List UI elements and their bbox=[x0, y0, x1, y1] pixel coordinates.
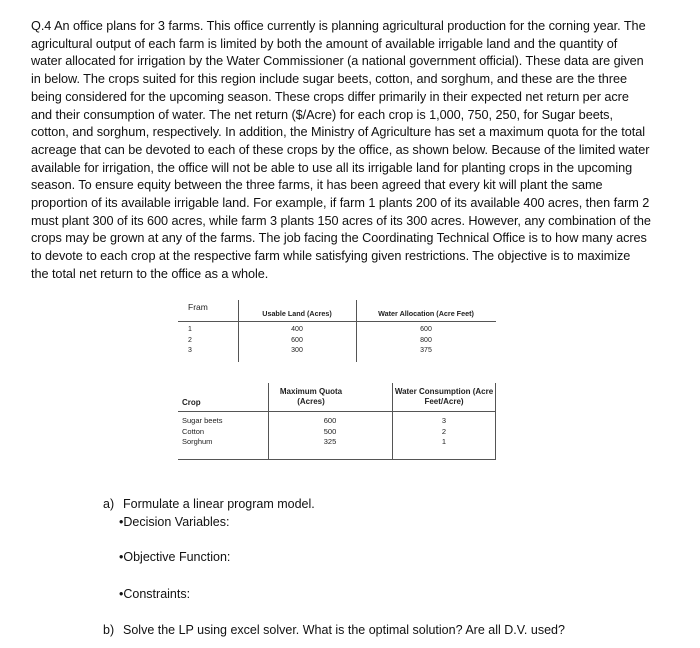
question-text: Q.4 An office plans for 3 farms. This office currently is planning agricultural production for the corning year. The agricultural output of each farm is limited by both the amount of available irrigable land and the quantity of water allocated for irrigation by the Water Commissioner (a national government official). These data are given in below. The crops suited for this region include sugar beets, cotton, and sorghum, and these are the three being considered for the upcoming season. These crops differ primarily in their expected net return per acre and their consumption of water. The net return ($/Acre) for each crop is 1,000, 750, 250, for Sugar beets, cotton, and sorghum, respectively. In addition, the Ministry of Agriculture has set a maximum quota for the total acreage that can be devoted to each of these crops by the office, as shown below. Because of the limited water available for irrigation, the office will not be able to use all its irrigable land for planting crops in the upcoming season. To ensure equity between the three farms, it has been agreed that every kit will plant the same proportion of its available irrigable land. For example, if farm 1 plants 200 of its available 400 acres, then farm 2 must plant 300 of its 600 acres, while farm 3 plants 150 acres of its 300 acres. However, any combination of the crops may be grown at any of the farms. The job facing the Coordinating Technical Office is to how many acres to devote to each crop at the respective farm while satisfying given restrictions. The objective is to maximize the total net return to the office as a whole. bbox=[31, 19, 651, 281]
water-allocation-cell: 800 bbox=[420, 336, 432, 344]
water-consumption-cell: 3 bbox=[441, 416, 447, 425]
part-b-label: b) bbox=[103, 623, 115, 637]
quota-cell: 500 bbox=[323, 426, 337, 436]
usable-land-cell: 400 bbox=[291, 326, 303, 333]
farm-cell: 3 bbox=[188, 347, 192, 354]
header-divider bbox=[178, 411, 496, 412]
crop-header: Crop bbox=[182, 398, 201, 407]
quota-cell: 325 bbox=[323, 437, 337, 446]
crop-cell: Sorghum bbox=[182, 437, 213, 446]
table-bottom-border bbox=[178, 459, 496, 460]
part-b-text: Solve the LP using excel solver. What is the optimal solution? Are all D.V. used? bbox=[123, 623, 565, 637]
farm-cell: 1 bbox=[188, 326, 192, 333]
water-consumption-cell: 1 bbox=[441, 437, 447, 446]
crop-cell: Cotton bbox=[182, 426, 205, 436]
decision-variables-label: •Decision Variables: bbox=[119, 515, 230, 529]
maximum-quota-header: Maximum Quota (Acres) bbox=[279, 387, 343, 406]
farm-cell: 2 bbox=[188, 336, 192, 344]
quota-cell: 600 bbox=[323, 416, 337, 425]
farm-table bbox=[178, 300, 496, 362]
usable-land-cell: 600 bbox=[291, 336, 303, 344]
usable-land-cell: 300 bbox=[291, 347, 303, 354]
objective-function-label: •Objective Function: bbox=[119, 550, 231, 564]
part-a-label: a) bbox=[103, 497, 115, 511]
constraints-label: •Constraints: bbox=[119, 587, 191, 601]
water-allocation-cell: 375 bbox=[420, 347, 432, 354]
crop-table bbox=[178, 383, 496, 460]
part-a-text: Formulate a linear program model. bbox=[123, 497, 315, 511]
water-allocation-header: Water Allocation (Acre Feet) bbox=[378, 309, 474, 318]
water-consumption-cell: 2 bbox=[441, 426, 447, 436]
header-divider bbox=[178, 321, 496, 322]
farm-header: Fram bbox=[188, 302, 208, 312]
crop-cell: Sugar beets bbox=[182, 416, 223, 425]
water-consumption-header: Water Consumption (Acre Feet/Acre) bbox=[394, 387, 494, 406]
usable-land-header: Usable Land (Acres) bbox=[262, 309, 332, 318]
water-allocation-cell: 600 bbox=[420, 326, 432, 333]
